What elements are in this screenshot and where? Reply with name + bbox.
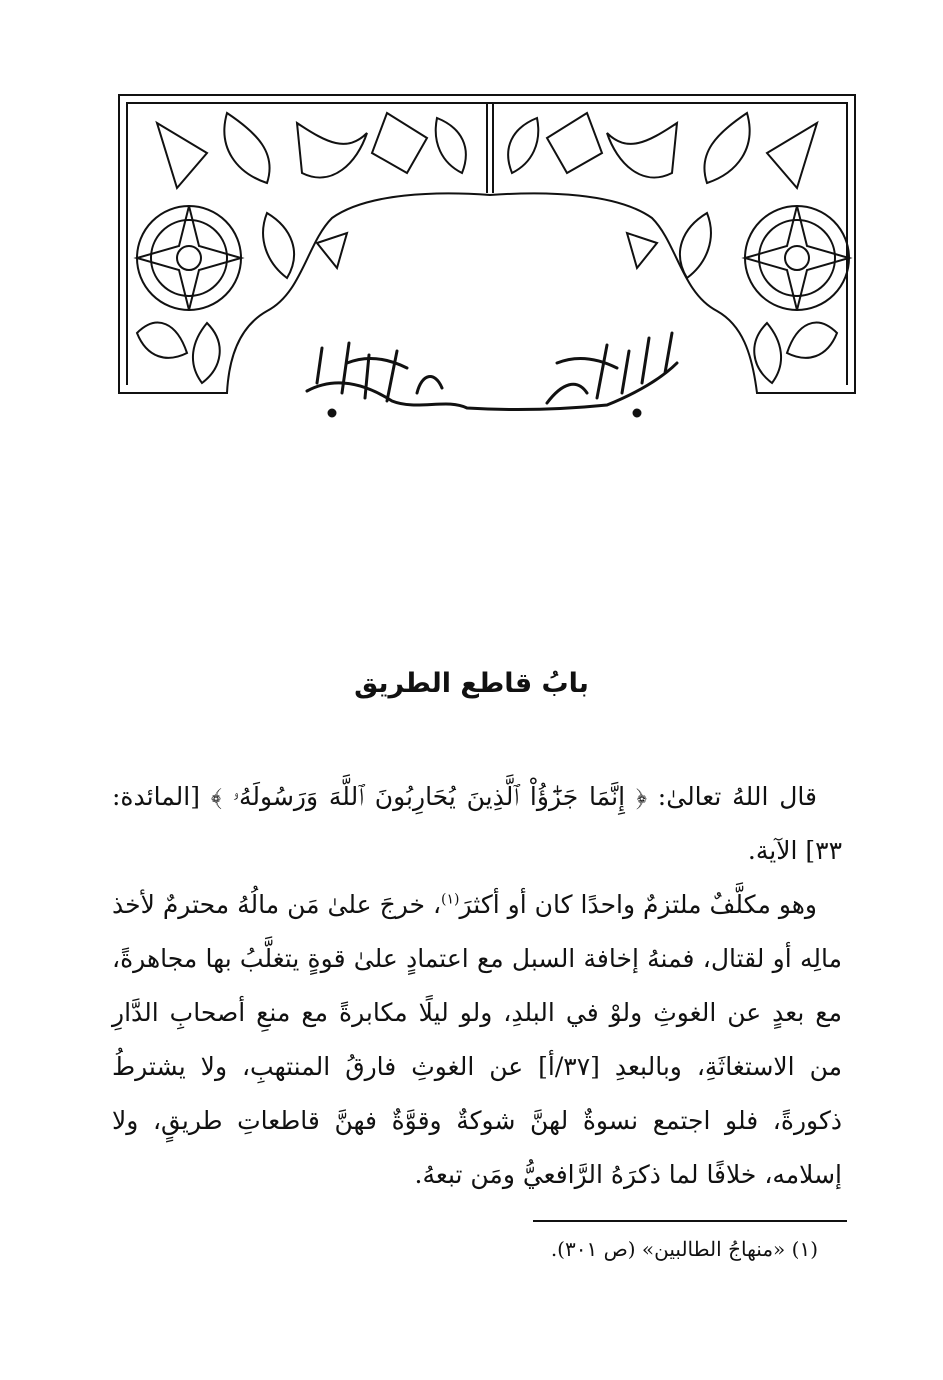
footnote: (١) «منهاجُ الطالبين» (ص ٣٠١). [550,1237,818,1261]
paragraph-definition [112,878,842,1202]
footnote-divider [533,1220,847,1222]
header-ornament [117,93,857,438]
paragraph-definition-start: وهو مكلَّفٌ ملتزمٌ واحدًا كان أو أكثرَ [459,890,818,919]
paragraph-quran-verse: قال اللهُ تعالىٰ: ﴿ إِنَّمَا جَزَٰٓؤُاْ ٱلَّذِينَ يُحَارِبُونَ ٱللَّهَ وَرَسُولَهُۥ ﴾ [المائدة: ٣٣] الآية. [112,782,842,865]
footnote-reference: (١) [441,891,460,908]
paragraph-definition-rest: ، خرجَ علىٰ مَن مالُهُ محترمٌ لأخذ مالِه أو لقتال، فمنهُ إخافة السبل مع اعتمادٍ علىٰ قوةٍ يتغلَّبُ بها مجاهرةً، مع بعدٍ عن الغوثِ ولوْ في البلدِ، ولو ليلًا مكابرةً مع منعِ أصحابِ الدَّارِ من الاستغاثَةِ، وبالبعدِ [٣٧/أ] عن الغوثِ فارقُ المنتهبِ، ولا يشترطُ ذكورةً، فلو اجتمع نسوةٌ لهنَّ شوكةٌ وقوَّةٌ فهنَّ قاطعاتِ طريقٍ، ولا إسلامه، خلافًا لما ذكرَهُ الرَّافعيُّ ومَن تبعهُ. [112,890,843,1189]
main-text [112,770,842,1202]
chapter-title: بابُ قاطع الطريق [354,668,589,699]
